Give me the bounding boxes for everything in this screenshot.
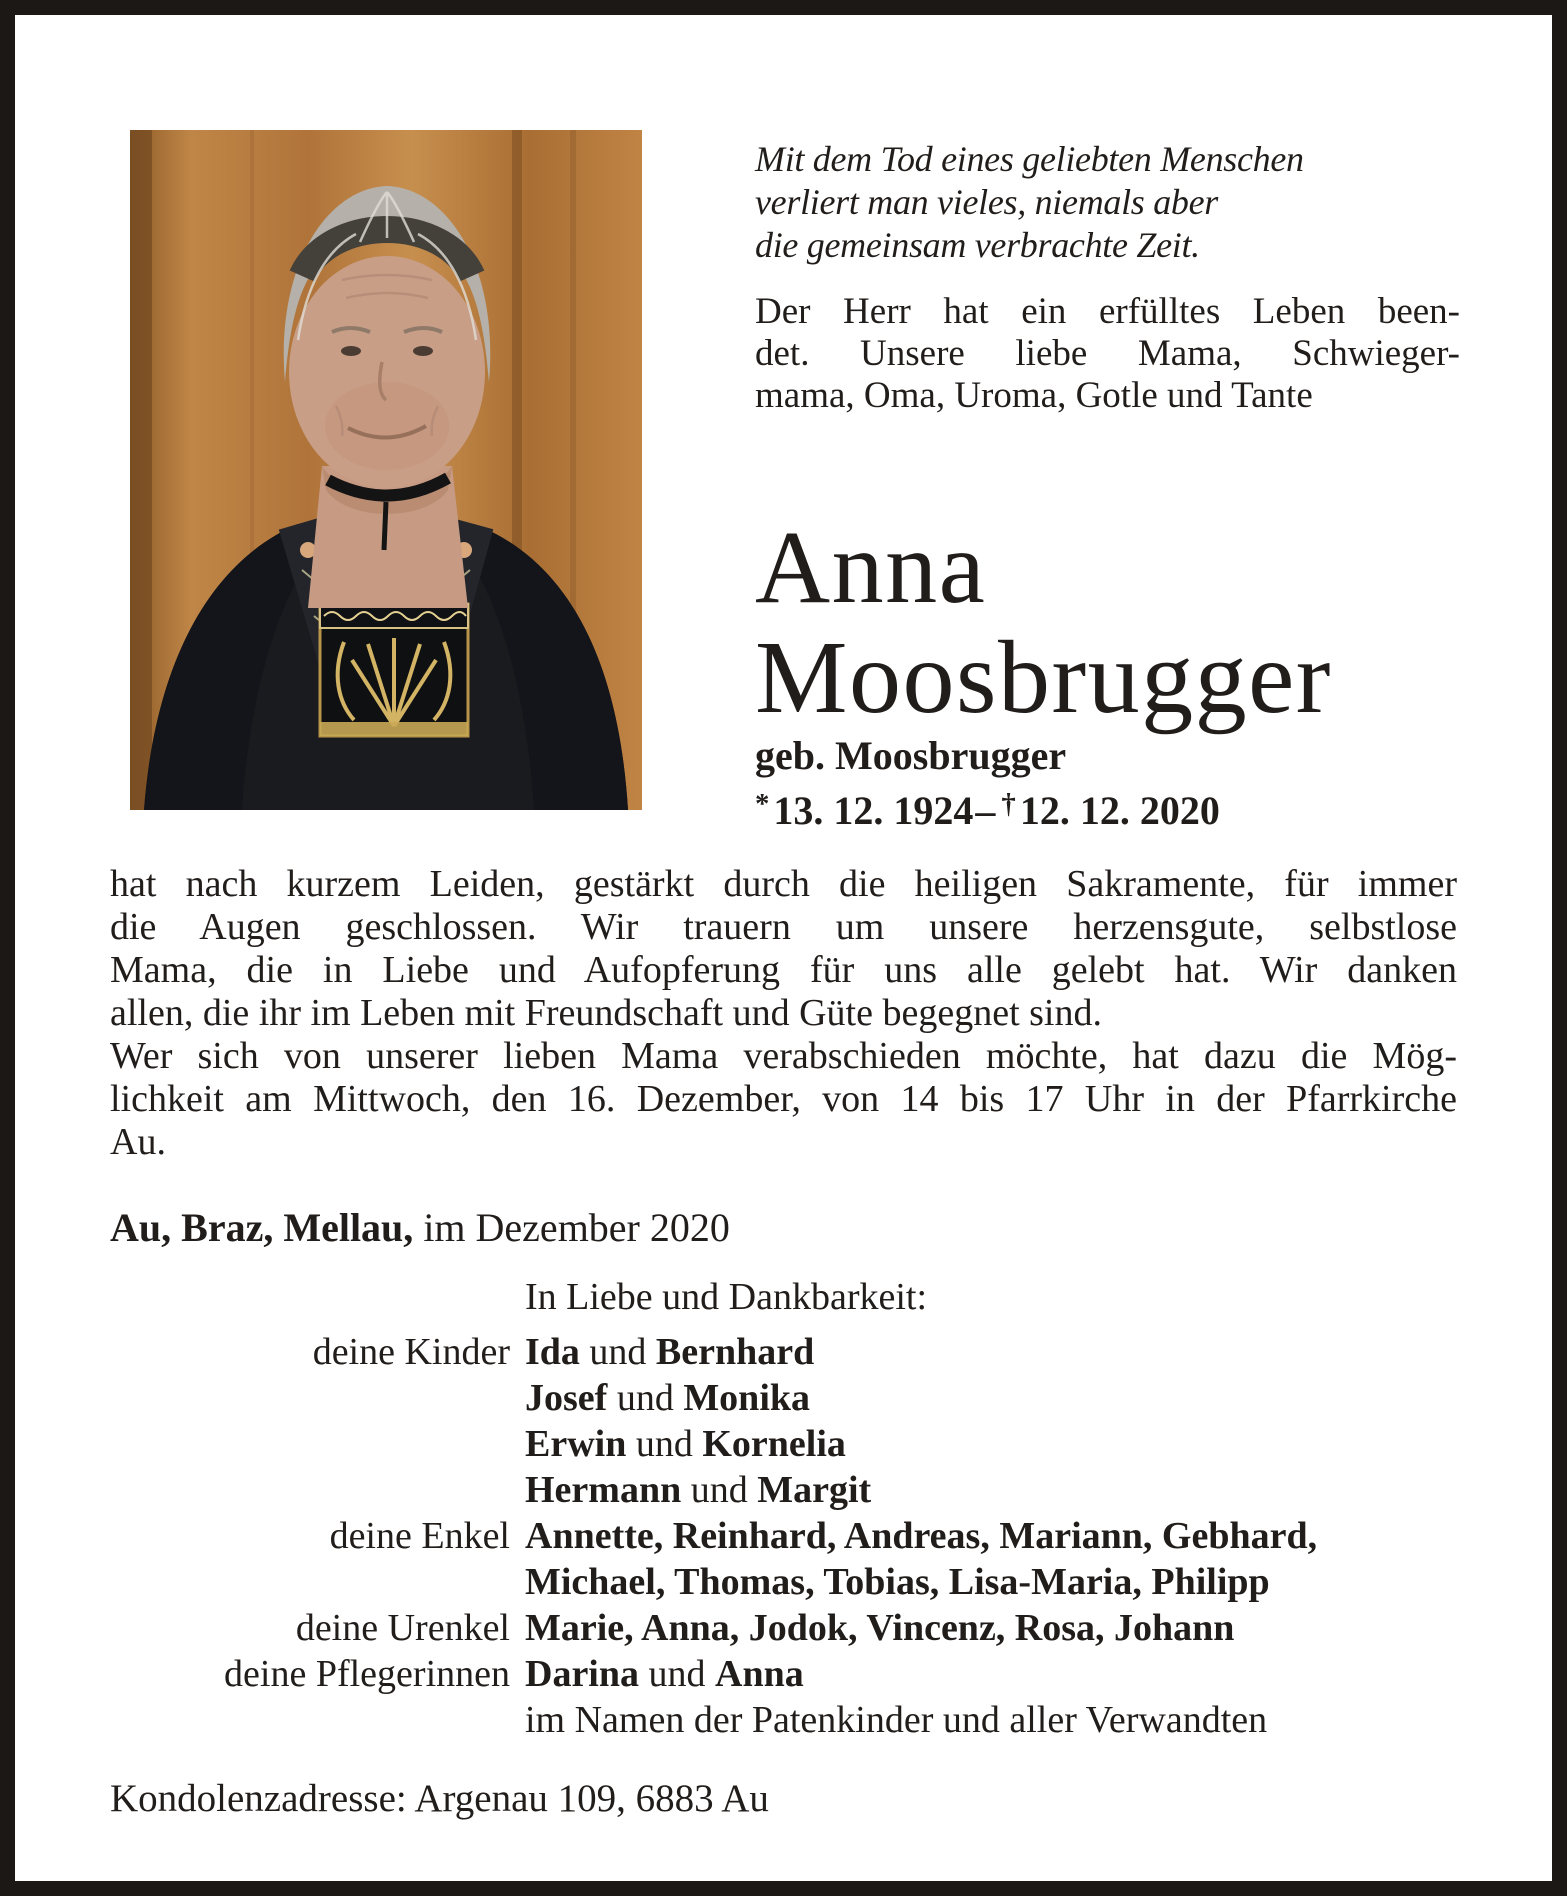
family-member-name: Ida	[525, 1331, 580, 1373]
condolence-address: Kondolenzadresse: Argenau 109, 6883 Au	[110, 1777, 769, 1820]
family-role-label	[110, 1375, 525, 1421]
portrait-illustration	[130, 130, 642, 810]
family-member-name: Monika	[683, 1377, 811, 1419]
portrait-photo	[130, 130, 642, 810]
family-row	[110, 1513, 1457, 1559]
text-line: Mama, die in Liebe und Aufopferung für uns alle gelebt hat. Wir danken	[110, 949, 1457, 991]
text-line: Wer sich von unserer lieben Mama verabschieden möchte, hat dazu die Mög-	[110, 1035, 1457, 1077]
family-member-name: Annette, Reinhard, Andreas, Mariann, Gebhard,	[525, 1515, 1318, 1557]
family-row	[110, 1605, 1457, 1651]
family-text: In Liebe und Dankbarkeit:	[525, 1276, 928, 1318]
text-line: Der Herr hat ein erfülltes Leben been-	[755, 291, 1460, 332]
text-line: det. Unsere liebe Mama, Schwieger-	[755, 333, 1460, 374]
notice-content	[110, 130, 1460, 1881]
family-role-label: deine Pflegerinnen	[224, 1653, 510, 1695]
family-names	[525, 1467, 1457, 1513]
family-names	[525, 1329, 1457, 1375]
family-member-name: Bernhard	[655, 1331, 815, 1373]
text-line: verliert man vieles, niemals aber	[755, 182, 1218, 222]
death-date: 12. 12. 2020	[1019, 788, 1220, 833]
death-symbol-icon: †	[1001, 788, 1016, 820]
family-member-name: Michael, Thomas, Tobias, Lisa-Maria, Philipp	[525, 1561, 1270, 1603]
family-role-label: deine Urenkel	[295, 1607, 510, 1649]
text-line: lichkeit am Mittwoch, den 16. Dezember, von 14 bis 17 Uhr in der Pfarrkirche	[110, 1078, 1457, 1120]
place-names: Au, Braz, Mellau,	[110, 1205, 414, 1250]
deceased-name	[755, 510, 1460, 735]
family-role-label	[110, 1421, 525, 1467]
family-member-name: Marie, Anna, Jodok, Vincenz, Rosa, Johann	[525, 1607, 1235, 1649]
family-row	[110, 1697, 1457, 1743]
family-text: und	[607, 1377, 684, 1419]
family-member-name: Kornelia	[702, 1423, 846, 1465]
text-line: Mit dem Tod eines geliebten Menschen	[755, 139, 1304, 179]
family-role-label	[110, 1559, 525, 1605]
family-member-name: Anna	[715, 1653, 804, 1695]
text-line: die gemeinsam verbrachte Zeit.	[755, 225, 1200, 265]
family-member-name: Hermann	[525, 1469, 682, 1511]
family-row	[110, 1651, 1457, 1697]
text-line: allen, die ihr im Leben mit Freundschaft und Güte begegnet sind.	[110, 992, 1102, 1034]
family-text: und	[626, 1423, 703, 1465]
family-role-label	[110, 1275, 525, 1319]
text-line: hat nach kurzem Leiden, gestärkt durch die heiligen Sakramente, für immer	[110, 863, 1457, 905]
text-line: Au.	[110, 1121, 166, 1163]
birth-symbol-icon: *	[755, 788, 770, 820]
family-text: und	[579, 1331, 656, 1373]
main-paragraph-2	[110, 1035, 1457, 1164]
family-text: und	[681, 1469, 758, 1511]
family-role-label: deine Kinder	[312, 1331, 510, 1373]
family-text: und	[639, 1653, 715, 1695]
family-row	[110, 1559, 1457, 1605]
text-line: mama, Oma, Uroma, Gotle und Tante	[755, 375, 1313, 416]
family-names	[525, 1651, 1457, 1697]
birth-date: 13. 12. 1924	[773, 788, 974, 833]
maiden-name: geb. Moosbrugger	[755, 733, 1067, 778]
date-text: im Dezember 2020	[413, 1205, 730, 1250]
family-member-name: Darina	[525, 1653, 639, 1695]
family-names	[525, 1605, 1457, 1651]
family-names	[525, 1375, 1457, 1421]
family-names	[525, 1559, 1457, 1605]
family-role-label: deine Enkel	[329, 1515, 510, 1557]
epigraph-verse	[755, 138, 1460, 267]
deceased-first-name: Anna	[755, 510, 987, 625]
family-role-label	[110, 1697, 525, 1743]
text-line: die Augen geschlossen. Wir trauern um unsere herzensgute, selbstlose	[110, 906, 1457, 948]
family-block	[110, 1275, 1457, 1743]
main-paragraph-1	[110, 863, 1457, 1035]
life-dates	[755, 779, 1460, 836]
family-names	[525, 1421, 1457, 1467]
family-text: im Namen der Patenkinder und aller Verwandten	[525, 1699, 1268, 1741]
family-row	[110, 1375, 1457, 1421]
header-text-column	[755, 130, 1460, 836]
family-row	[110, 1329, 1457, 1375]
family-names	[525, 1697, 1457, 1743]
date-separator: –	[975, 788, 996, 833]
family-role-label	[110, 1467, 525, 1513]
family-row	[110, 1275, 1457, 1319]
family-names	[525, 1513, 1457, 1559]
family-member-name: Erwin	[525, 1423, 627, 1465]
family-member-name: Margit	[757, 1469, 872, 1511]
family-names	[525, 1275, 1457, 1319]
family-row	[110, 1467, 1457, 1513]
family-member-name: Josef	[525, 1377, 608, 1419]
place-date-line	[110, 1206, 1457, 1250]
header-section	[110, 130, 1460, 833]
deceased-last-name: Moosbrugger	[755, 620, 1332, 735]
family-row	[110, 1421, 1457, 1467]
intro-paragraph	[755, 291, 1460, 417]
